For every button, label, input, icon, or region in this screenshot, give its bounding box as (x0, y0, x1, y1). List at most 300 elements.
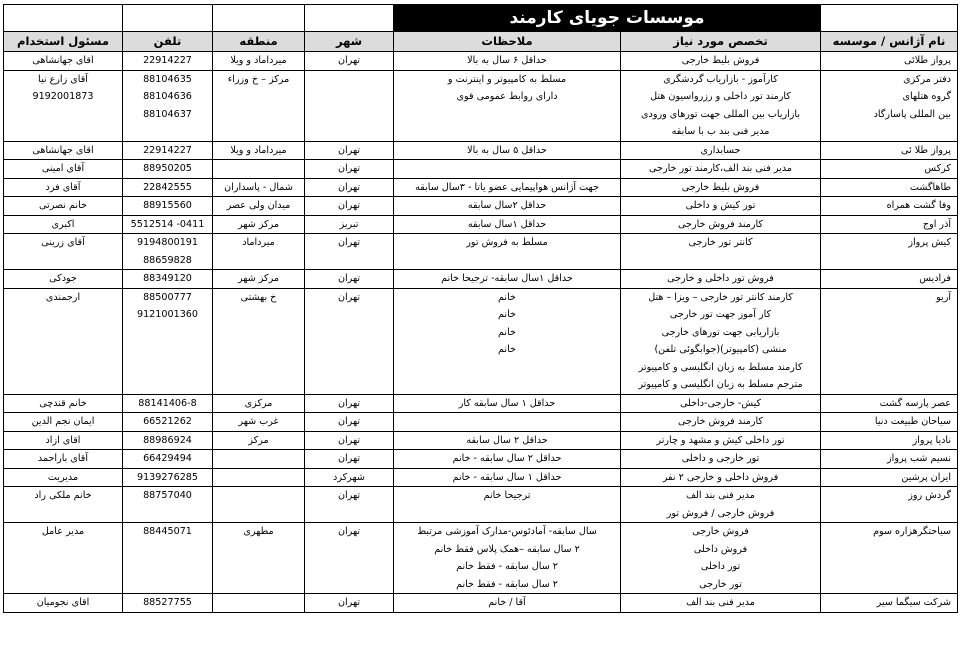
cell-line: مرکز – خ وزراء (227, 73, 290, 85)
cell-line: عصر پارسه گشت (879, 397, 952, 409)
region-cell (213, 141, 305, 160)
header-agency: نام آژانس / موسسه (821, 32, 958, 52)
cell-line: 88104637 (143, 108, 192, 120)
city-cell (305, 468, 394, 487)
cell-line: میرداماد و ویلا (230, 55, 287, 66)
cell-line: میرداماد (242, 237, 275, 248)
cell-line: فروش بلیط خارجی (681, 181, 760, 193)
cell-line: 88104636 (143, 91, 192, 102)
cell-line: تور خارجی و داخلی (681, 453, 760, 464)
cell-line: تهران (337, 144, 361, 156)
cell-line: تهران (337, 597, 361, 608)
manager-cell (4, 487, 123, 523)
phone-cell (123, 141, 213, 160)
cell-line: خانم (498, 326, 516, 338)
cell-line: 9139276285 (136, 471, 199, 483)
specialty-cell (621, 594, 821, 613)
cell-line: کانتر تور خارجی (688, 237, 753, 248)
cell-line: ۲ سال سابقه - فقط خانم (456, 578, 558, 590)
manager-cell (4, 594, 123, 613)
cell-line: نادیا پرواز (912, 434, 952, 446)
specialty-cell (621, 141, 821, 160)
manager-cell (4, 523, 123, 594)
cell-line: 88500777 (143, 291, 192, 303)
manager-cell (4, 288, 123, 394)
cell-line: حداقل ۱سال سابقه- ترجیحا خانم (441, 273, 573, 284)
cell-line: سال سابقه- آمادئوس-مدارک آموزشی مرتبط (417, 526, 597, 537)
cell-line: گروه هتلهای (902, 91, 952, 102)
city-cell (305, 413, 394, 432)
agency-cell (821, 52, 958, 71)
header-row (4, 32, 958, 52)
city-cell (305, 141, 394, 160)
manager-cell (4, 468, 123, 487)
cell-line: کارمند کانتر تور خارجی – ویزا – هتل (648, 291, 793, 303)
cell-line: تهران (337, 416, 361, 427)
region-cell (213, 234, 305, 270)
cell-line: 88445071 (143, 526, 192, 537)
cell-line: دفتر مرکزی (903, 73, 952, 85)
notes-cell (394, 270, 621, 289)
phone-cell (123, 288, 213, 394)
cell-line: تهران (337, 237, 361, 248)
notes-cell (394, 468, 621, 487)
manager-cell (4, 178, 123, 197)
table-row (4, 594, 958, 613)
specialty-cell (621, 270, 821, 289)
phone-cell (123, 197, 213, 216)
agency-cell (821, 523, 958, 594)
table-row (4, 215, 958, 234)
cell-line: مطهری (243, 526, 274, 537)
specialty-cell (621, 178, 821, 197)
phone-cell (123, 450, 213, 469)
cell-line: جودکی (49, 273, 77, 284)
agency-cell (821, 141, 958, 160)
header-specialty: تخصص مورد نیاز (621, 32, 821, 52)
agency-cell (821, 270, 958, 289)
city-cell (305, 70, 394, 141)
phone-cell (123, 234, 213, 270)
cell-line: دارای روابط عمومی قوی (456, 91, 558, 102)
cell-line: مدیر عامل (41, 526, 85, 537)
cell-line: فروش خارجی / فروش تور (666, 507, 775, 519)
table-row (4, 413, 958, 432)
phone-cell (123, 160, 213, 179)
manager-cell (4, 215, 123, 234)
cell-line: 88141406-8 (138, 397, 197, 409)
phone-cell (123, 523, 213, 594)
cell-line: ترجیحا خانم (483, 490, 531, 501)
agency-cell (821, 413, 958, 432)
cell-line: 88659828 (143, 254, 192, 266)
cell-line: حداقل ۱ سال سابقه کار (458, 397, 556, 409)
notes-cell (394, 450, 621, 469)
table-row (4, 160, 958, 179)
cell-line: کیش- خارجی-داخلی (679, 397, 762, 409)
manager-cell (4, 70, 123, 141)
cell-line: تهران (337, 200, 361, 211)
cell-line: 66521262 (143, 416, 192, 427)
region-cell (213, 288, 305, 394)
cell-line: تور خارجی (699, 578, 742, 590)
agency-cell (821, 234, 958, 270)
notes-cell (394, 523, 621, 594)
region-cell (213, 52, 305, 71)
cell-line: حداقل ۱سال سابقه (467, 218, 547, 230)
cell-line: مسلط به فروش تور (466, 237, 548, 248)
notes-cell (394, 141, 621, 160)
cell-line: تهران (337, 434, 361, 446)
cell-line: تهران (337, 163, 361, 174)
notes-cell (394, 70, 621, 141)
table-row (4, 487, 958, 523)
notes-cell (394, 288, 621, 394)
notes-cell (394, 394, 621, 413)
cell-line: خ بهشتی (240, 291, 277, 303)
city-cell (305, 52, 394, 71)
specialty-cell (621, 288, 821, 394)
cell-line: مرکز شهر (237, 273, 280, 284)
region-cell (213, 270, 305, 289)
cell-line: 22914227 (143, 55, 192, 66)
agency-cell (821, 468, 958, 487)
cell-line: تور داخلی (700, 561, 741, 572)
agency-cell (821, 594, 958, 613)
specialty-cell (621, 431, 821, 450)
cell-line: شمال - پاسداران (224, 181, 293, 193)
table-row (4, 288, 958, 394)
specialty-cell (621, 70, 821, 141)
region-cell (213, 594, 305, 613)
cell-line: کارمند مسلط به زبان انگلیسی و کامپیوتر (638, 361, 803, 373)
city-cell (305, 215, 394, 234)
header-manager: مسئول استخدام (4, 32, 123, 52)
cell-line: تهران (337, 526, 361, 537)
cell-line: مدیر فنی بند الف،کارمند تور خارجی (649, 163, 792, 174)
cell-line: وفا گشت همراه (886, 200, 952, 211)
cell-line: بازاریابی جهت تورهای خارجی (661, 326, 780, 338)
specialty-cell (621, 523, 821, 594)
cell-line: مترجم مسلط به زبان انگلیسی و کامپیوتر (638, 379, 803, 390)
cell-line: بین المللی پاسارگاد (873, 108, 952, 120)
specialty-cell (621, 468, 821, 487)
cell-line: خانم ملکی راد (34, 490, 92, 501)
table-row (4, 70, 958, 141)
cell-line: تهران (337, 397, 361, 409)
phone-cell (123, 215, 213, 234)
cell-line: 9194800191 (136, 237, 199, 248)
cell-line: اقای نجومیان (36, 597, 90, 608)
cell-line: حداقل ۵ سال به بالا (467, 144, 547, 156)
cell-line: 88104635 (143, 73, 192, 85)
cell-line: کار آموز جهت تور خارجی (669, 309, 772, 320)
city-cell (305, 594, 394, 613)
phone-cell (123, 468, 213, 487)
cell-line: فروش بلیط خارجی (681, 55, 760, 66)
title-spacer (213, 5, 305, 32)
cell-line: حسابداری (700, 144, 741, 156)
specialty-cell (621, 215, 821, 234)
cell-line: 88757040 (143, 490, 192, 501)
employment-table (3, 4, 958, 613)
cell-line: جهت آژانس هواپیمایی عضو یاتا - ۳سال سابقه (415, 181, 599, 193)
cell-line: ۲ سال سابقه - فقط خانم (456, 561, 558, 572)
manager-cell (4, 52, 123, 71)
cell-line: تهران (337, 181, 361, 193)
agency-cell (821, 431, 958, 450)
agency-cell (821, 160, 958, 179)
notes-cell (394, 413, 621, 432)
region-cell (213, 160, 305, 179)
cell-line: مدیر فنی بند الف (686, 490, 755, 501)
manager-cell (4, 450, 123, 469)
cell-line: منشی (کامپیوتر)(جوابگوئی تلفن) (654, 344, 787, 355)
city-cell (305, 270, 394, 289)
cell-line: آقای زرینی (41, 237, 85, 248)
agency-cell (821, 450, 958, 469)
notes-cell (394, 487, 621, 523)
cell-line: 0411- 5512514 (130, 218, 205, 230)
cell-line: آذر اوج (922, 218, 952, 230)
region-cell (213, 450, 305, 469)
manager-cell (4, 431, 123, 450)
city-cell (305, 523, 394, 594)
notes-cell (394, 215, 621, 234)
city-cell (305, 234, 394, 270)
region-cell (213, 523, 305, 594)
cell-line: 66429494 (143, 453, 192, 464)
phone-cell (123, 487, 213, 523)
cell-line: اقای جهانشاهی (32, 144, 94, 156)
phone-cell (123, 594, 213, 613)
cell-line: ارجمندی (45, 291, 81, 303)
cell-line: خانم نصرتی (39, 200, 87, 211)
title-spacer-right (821, 5, 958, 32)
region-cell (213, 178, 305, 197)
header-city: شهر (305, 32, 394, 52)
region-cell (213, 431, 305, 450)
table-row (4, 523, 958, 594)
title-row (4, 5, 958, 32)
cell-line: خانم قندچی (39, 397, 87, 409)
cell-line: بازاریاب بین المللی جهت تورهای ورودی (641, 108, 800, 120)
cell-line: کارمند تور داخلی و رزرواسیون هتل (650, 91, 791, 102)
phone-cell (123, 270, 213, 289)
specialty-cell (621, 234, 821, 270)
phone-cell (123, 52, 213, 71)
cell-line: آقای باراحمد (37, 453, 89, 464)
notes-cell (394, 431, 621, 450)
table-row (4, 431, 958, 450)
cell-line: تور داخلی کیش و مشهد و چارتر (656, 434, 785, 446)
cell-line: تهران (337, 291, 361, 303)
cell-line: کارمند فروش خارجی (678, 218, 763, 230)
table-row (4, 394, 958, 413)
notes-cell (394, 160, 621, 179)
cell-line: کیش پرواز (908, 237, 952, 248)
notes-cell (394, 52, 621, 71)
cell-line: حداقل ۶ سال به بالا (467, 55, 547, 66)
cell-line: اکبری (51, 218, 75, 230)
city-cell (305, 450, 394, 469)
cell-line: غرب شهر (238, 416, 279, 427)
title-spacer-left (4, 5, 123, 32)
cell-line: گردش روز (908, 490, 952, 501)
cell-line: کارمند فروش خارجی (678, 416, 763, 427)
title-spacer (123, 5, 213, 32)
city-cell (305, 431, 394, 450)
cell-line: مدیر فنی بند ب با سابقه (671, 126, 770, 137)
cell-line: فروش داخلی (693, 543, 748, 555)
city-cell (305, 160, 394, 179)
region-cell (213, 394, 305, 413)
cell-line: خانم (498, 309, 516, 320)
phone-cell (123, 413, 213, 432)
cell-line: اقای ازاد (45, 434, 81, 446)
table-row (4, 270, 958, 289)
cell-line: خانم (498, 344, 516, 355)
table-row (4, 468, 958, 487)
cell-line: اقای جهانشاهی (32, 55, 94, 66)
phone-cell (123, 178, 213, 197)
cell-line: مرکز شهر (237, 218, 280, 230)
manager-cell (4, 197, 123, 216)
sheet-title: موسسات جویای کارمند (394, 5, 821, 32)
phone-cell (123, 70, 213, 141)
city-cell (305, 394, 394, 413)
cell-line: تور کیش و داخلی (685, 200, 756, 211)
cell-line: طاهاگشت (909, 181, 952, 193)
notes-cell (394, 178, 621, 197)
cell-line: 88986924 (143, 434, 192, 446)
region-cell (213, 70, 305, 141)
cell-line: فروش خارجی (692, 526, 749, 537)
cell-line: سیاحان طبیعت دنیا (874, 416, 952, 427)
table-row (4, 141, 958, 160)
manager-cell (4, 160, 123, 179)
table-row (4, 52, 958, 71)
cell-line: آریو (936, 291, 952, 303)
cell-line: آقا / خانم (488, 597, 526, 608)
cell-line: میدان ولی عصر (226, 200, 291, 211)
cell-line: آقای فرد (45, 181, 81, 193)
cell-line: حداقل ۲ سال سابقه - خانم (452, 453, 562, 464)
specialty-cell (621, 413, 821, 432)
cell-line: 88349120 (143, 273, 192, 284)
cell-line: 9121001360 (136, 309, 199, 320)
cell-line: تهران (337, 453, 361, 464)
specialty-cell (621, 160, 821, 179)
cell-line: 88527755 (143, 597, 192, 608)
header-region: منطقه (213, 32, 305, 52)
agency-cell (821, 70, 958, 141)
header-notes: ملاحظات (394, 32, 621, 52)
cell-line: ایران پرشین (901, 471, 952, 483)
cell-line: 22842555 (143, 181, 192, 193)
notes-cell (394, 197, 621, 216)
cell-line: مرکز (248, 434, 269, 446)
manager-cell (4, 234, 123, 270)
table-row (4, 234, 958, 270)
notes-cell (394, 594, 621, 613)
cell-line: شرکت سیگما سیر (876, 597, 952, 608)
cell-line: 22914227 (143, 144, 192, 156)
cell-line: تهران (337, 273, 361, 284)
cell-line: شهرکرد (333, 471, 365, 483)
specialty-cell (621, 487, 821, 523)
cell-line: کارآموز - بازاریاب گردشگری (663, 73, 778, 85)
agency-cell (821, 394, 958, 413)
cell-line: فرادیس (919, 273, 952, 284)
cell-line: حداقل ۲سال سابقه (467, 200, 547, 211)
cell-line: مسلط به کامپیوتر و اینترنت و (447, 73, 567, 85)
cell-line: تهران (337, 55, 361, 66)
agency-cell (821, 197, 958, 216)
cell-line: مدیر فنی بند الف (686, 597, 755, 608)
cell-line: 9192001873 (32, 91, 94, 102)
cell-line: آقای امینی (41, 163, 85, 174)
cell-line: آقای زارع نیا (38, 73, 88, 85)
cell-line: فروش داخلی و خارجی ۲ نفر (662, 471, 779, 483)
cell-line: کرکس (924, 163, 952, 174)
cell-line: نسیم شب پرواز (887, 453, 952, 464)
region-cell (213, 197, 305, 216)
region-cell (213, 413, 305, 432)
cell-line: 88915560 (143, 200, 192, 211)
manager-cell (4, 413, 123, 432)
cell-line: ایمان نجم الدین (31, 416, 95, 427)
cell-line: پرواز طلائی (904, 55, 952, 66)
phone-cell (123, 431, 213, 450)
region-cell (213, 487, 305, 523)
specialty-cell (621, 450, 821, 469)
cell-line: مدیریت (47, 471, 79, 483)
city-cell (305, 178, 394, 197)
agency-cell (821, 215, 958, 234)
cell-line: میرداماد و ویلا (230, 144, 287, 156)
cell-line: پرواز طلا ئی (900, 144, 952, 156)
city-cell (305, 487, 394, 523)
cell-line: تبریز (339, 218, 359, 230)
manager-cell (4, 141, 123, 160)
table-row (4, 450, 958, 469)
cell-line: سیاحتگرهزاره سوم (873, 526, 952, 537)
cell-line: حداقل ۱ سال سابقه - خانم (452, 471, 562, 483)
cell-line: ۲ سال سابقه –همک پلاس فقط خانم (434, 543, 580, 555)
agency-cell (821, 487, 958, 523)
phone-cell (123, 394, 213, 413)
cell-line: حداقل ۲ سال سابقه (466, 434, 548, 446)
header-phone: تلفن (123, 32, 213, 52)
agency-cell (821, 178, 958, 197)
cell-line: تهران (337, 490, 361, 501)
specialty-cell (621, 52, 821, 71)
specialty-cell (621, 197, 821, 216)
cell-line: 88950205 (143, 163, 192, 174)
region-cell (213, 468, 305, 487)
title-spacer (305, 5, 394, 32)
table-row (4, 178, 958, 197)
manager-cell (4, 394, 123, 413)
agency-cell (821, 288, 958, 394)
notes-cell (394, 234, 621, 270)
city-cell (305, 288, 394, 394)
specialty-cell (621, 394, 821, 413)
manager-cell (4, 270, 123, 289)
region-cell (213, 215, 305, 234)
city-cell (305, 197, 394, 216)
